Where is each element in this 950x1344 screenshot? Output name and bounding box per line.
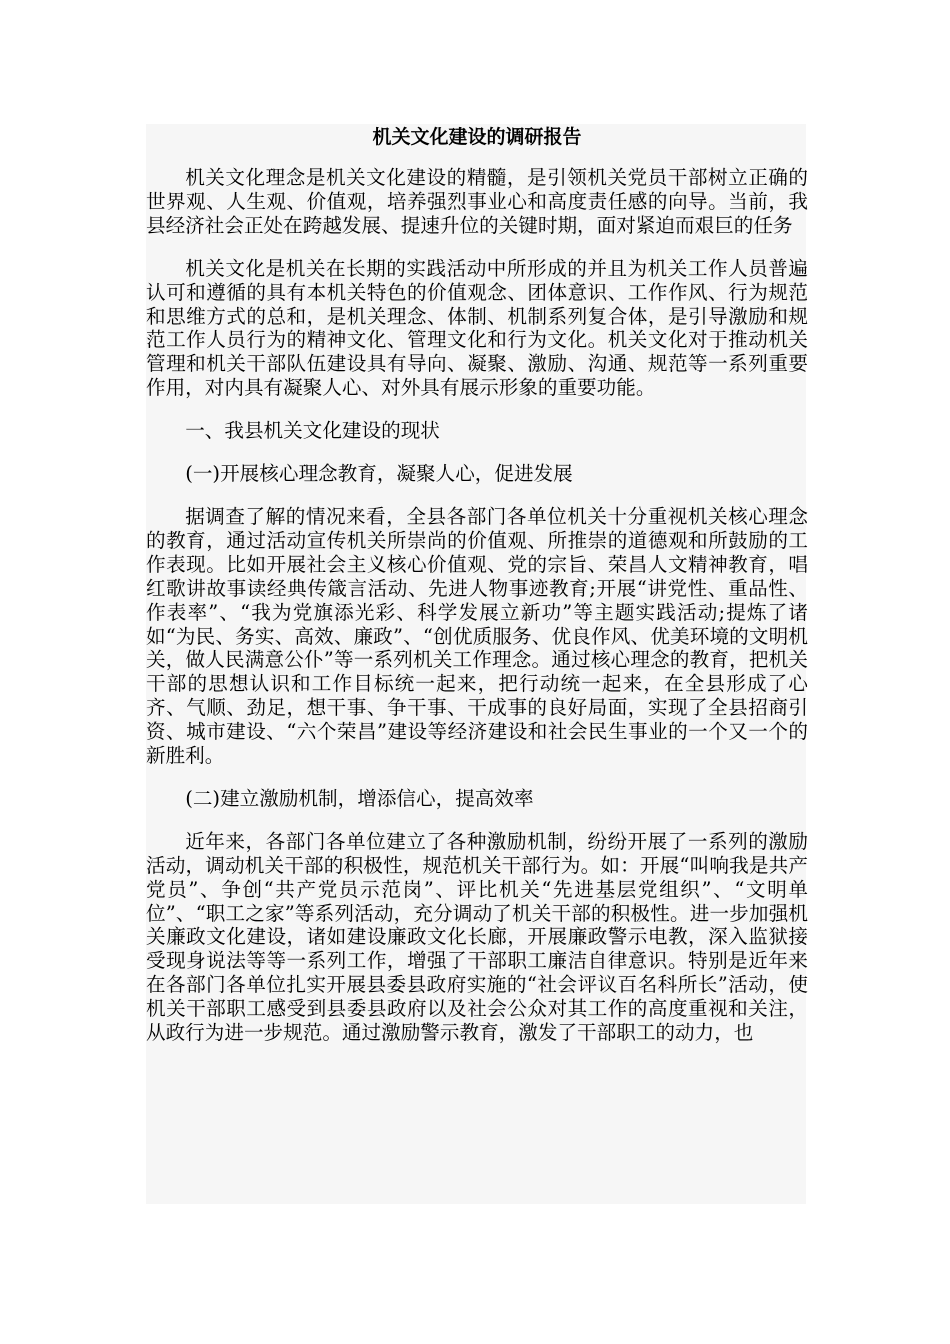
paragraph-intro: 机关文化理念是机关文化建设的精髓，是引领机关党员干部树立正确的世界观、人生观、价值观，培养强烈事业心和高度责任感的向导。当前，我县经济社会正处在跨越发展、提速升位的关键时期，面对紧迫而艰巨的任务 [146,166,808,237]
document-title: 机关文化建设的调研报告 [372,126,582,148]
section-heading-status: 一、我县机关文化建设的现状 [185,419,440,443]
paragraph-definition: 机关文化是机关在长期的实践活动中所形成的并且为机关工作人员普遍认可和遵循的具有本机关特色的价值观念、团体意识、工作作风、行为规范和思维方式的总和，是机关理念、体制、机制系列复合体，是引导激励和规范工作人员行为的精神文化、管理文化和行为文化。机关文化对于推动机关管理和机关干部队伍建设具有导向、凝聚、激励、沟通、规范等一系列重要作用，对内具有凝聚人心、对外具有展示形象的重要功能。 [146,256,808,400]
paragraph-core-concept: 据调查了解的情况来看，全县各部门各单位机关十分重视机关核心理念的教育，通过活动宣传机关所崇尚的价值观、所推崇的道德观和所鼓励的工作表现。比如开展社会主义核心价值观、党的宗旨、荣昌人文精神教育，唱红歌讲故事读经典传箴言活动、先进人物事迹教育;开展“讲党性、重品性、作表率”、“我为党旗添光彩、科学发展立新功”等主题实践活动;提炼了诸如“为民、务实、高效、廉政”、“创优质服务、优良作风、优美环境的文明机关，做人民满意公仆”等一系列机关工作理念。通过核心理念的教育，把机关干部的思想认识和工作目标统一起来，把行动统一起来，在全县形成了心齐、气顺、劲足，想干事、争干事、干成事的良好局面，实现了全县招商引资、城市建设、“六个荣昌”建设等经济建设和社会民生事业的一个又一个的新胜利。 [146,504,808,768]
subsection-heading-incentive: (二)建立激励机制，增添信心，提高效率 [185,786,534,810]
subsection-heading-core-concept: (一)开展核心理念教育，凝聚人心，促进发展 [185,462,573,486]
document-body [146,122,808,1064]
paragraph-incentive: 近年来，各部门各单位建立了各种激励机制，纷纷开展了一系列的激励活动，调动机关干部的积极性，规范机关干部行为。如：开展“叫响我是共产党员”、争创“共产党员示范岗”、评比机关“先进基层党组织”、“文明单位”、“职工之家”等系列活动，充分调动了机关干部的积极性。进一步加强机关廉政文化建设，诸如建设廉政文化长廊，开展廉政警示电教，深入监狱接受现身说法等等一系列工作，增强了干部职工廉洁自律意识。特别是近年来在各部门各单位扎实开展县委县政府实施的“社会评议百名科所长”活动，使机关干部职工感受到县委县政府以及社会公众对其工作的高度重视和关注，从政行为进一步规范。通过激励警示教育，激发了干部职工的动力，也 [146,829,808,1045]
